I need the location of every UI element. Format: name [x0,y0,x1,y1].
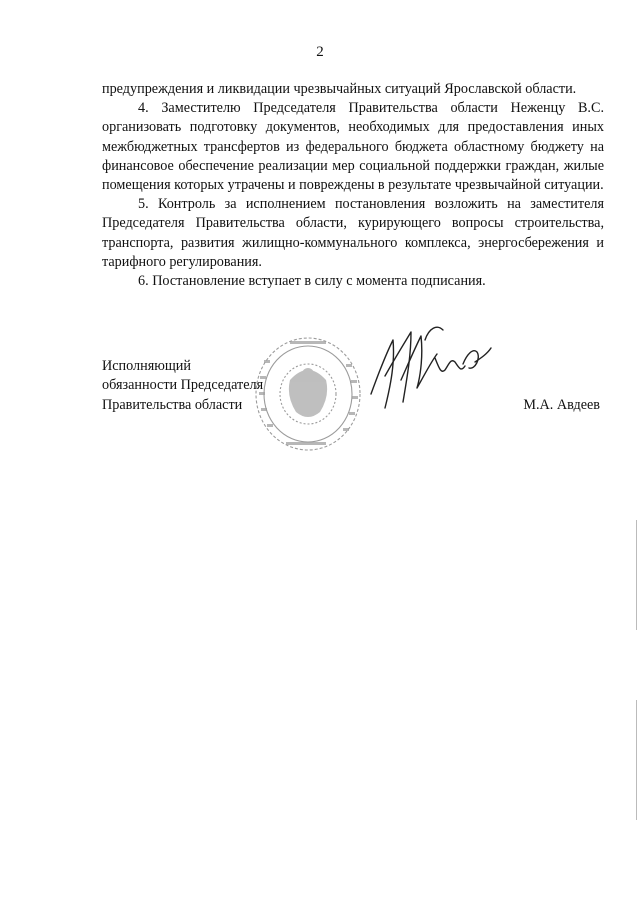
scan-edge-mark [636,520,637,630]
signatory-title [102,357,263,415]
signatory-name: М.А. Авдеев [523,396,600,413]
signature-block [102,357,604,467]
paragraph-continuation: предупреждения и ликвидации чрезвычайных ситуаций Ярославской области. [102,81,577,97]
scan-edge-mark [636,700,637,820]
signatory-title-line: Правительства области [102,396,243,413]
paragraph-item-4: 4. Заместителю Председателя Правительства области Неженцу В.С. организовать подготовку документов, необходимых для предоставления иных межбюджетных трансфертов из федерального бюджета областному бюджету на финансовое обеспечение реализации мер социальной поддержки граждан, жилые помещения которых утрачены и повреждены в результате чрезвычайной ситуации. [102,100,604,194]
paragraph-item-5: 5. Контроль за исполнением постановления возложить на заместителя Председателя Правительства области, курирующего вопросы строительства, транспорта, развития жилищно-коммунального комплекса, энергосбережения и тарифного регулирования. [102,196,604,270]
document-body [102,80,604,291]
signatory-title-line: Исполняющий [102,358,191,374]
page-number: 2 [316,44,324,60]
signatory-title-line: обязанности Председателя [102,377,264,394]
paragraph-item-6: 6. Постановление вступает в силу с момента подписания. [138,273,486,290]
